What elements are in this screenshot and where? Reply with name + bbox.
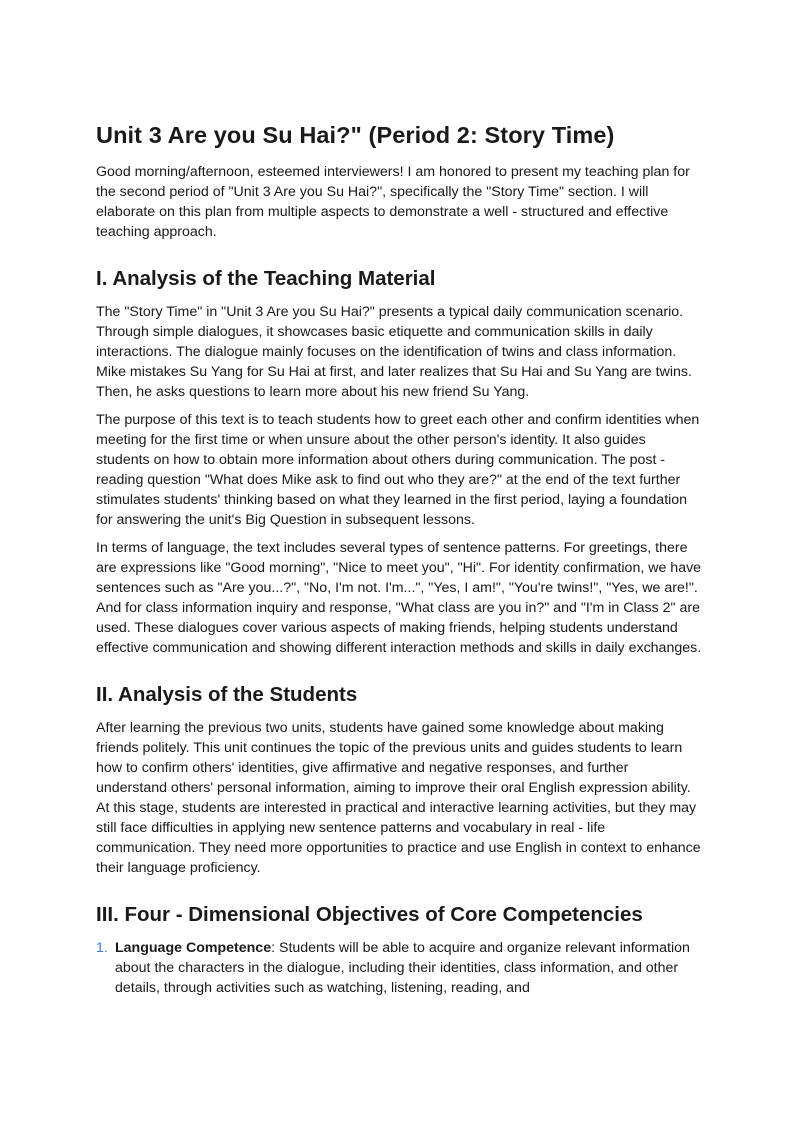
- section-heading-students: II. Analysis of the Students: [96, 683, 358, 706]
- document-title: Unit 3 Are you Su Hai?" (Period 2: Story Time): [96, 122, 615, 148]
- list-number: 1.: [96, 940, 108, 956]
- section-heading-teaching-material: I. Analysis of the Teaching Material: [96, 267, 436, 290]
- list-item-label: Language Competence: [115, 940, 272, 956]
- document-page: [96, 120, 702, 998]
- objectives-list: [96, 938, 702, 998]
- section-heading-objectives: III. Four - Dimensional Objectives of Core Competencies: [96, 903, 643, 926]
- list-item-text: : Students will be able to acquire and organize relevant information about the characters in the dialogue, including their identities, class information, and other details, through activities such as watching, listening, reading, and: [115, 940, 690, 996]
- paragraph: After learning the previous two units, students have gained some knowledge about making friends politely. This unit continues the topic of the previous units and guides students to learn how to confirm others' identities, give affirmative and negative responses, and further understand others' personal information, aiming to improve their oral English expression ability. At this stage, students are interested in practical and interactive learning activities, but they may still face difficulties in applying new sentence patterns and vocabulary in real - life communication. They need more opportunities to practice and use English in context to enhance their language proficiency.: [96, 720, 701, 876]
- list-item: [96, 938, 702, 998]
- intro-paragraph: Good morning/afternoon, esteemed interviewers! I am honored to present my teaching plan for the second period of "Unit 3 Are you Su Hai?", specifically the "Story Time" section. I will elaborate on this plan from multiple aspects to demonstrate a well - structured and effective teaching approach.: [96, 164, 690, 240]
- paragraph: The purpose of this text is to teach students how to greet each other and confirm identities when meeting for the first time or when unsure about the other person's identity. It also guides students on how to obtain more information about others during communication. The post - reading question "What does Mike ask to find out who they are?" at the end of the text further stimulates students' thinking based on what they learned in the first period, laying a foundation for answering the unit's Big Question in subsequent lessons.: [96, 412, 700, 528]
- paragraph: The "Story Time" in "Unit 3 Are you Su Hai?" presents a typical daily communication scenario. Through simple dialogues, it showcases basic etiquette and communication skills in daily interactions. The dialogue mainly focuses on the identification of twins and class information. Mike mistakes Su Yang for Su Hai at first, and later realizes that Su Hai and Su Yang are twins. Then, he asks questions to learn more about his new friend Su Yang.: [96, 304, 692, 400]
- paragraph: In terms of language, the text includes several types of sentence patterns. For greetings, there are expressions like "Good morning", "Nice to meet you", "Hi". For identity confirmation, we have sentences such as "Are you...?", "No, I'm not. I'm...", "Yes, I am!", "You're twins!", "Yes, we are!". And for class information inquiry and response, "What class are you in?" and "I'm in Class 2" are used. These dialogues cover various aspects of making friends, helping students understand effective communication and showing different interaction methods and skills in daily exchanges.: [96, 540, 702, 656]
